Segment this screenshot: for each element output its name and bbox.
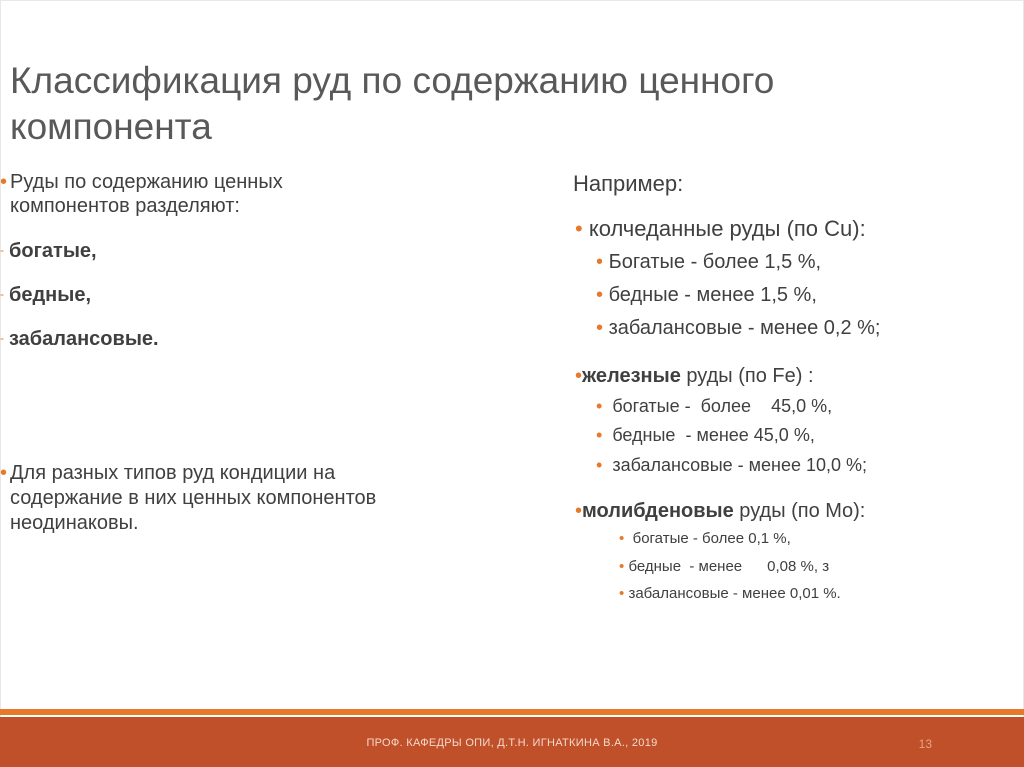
footer	[0, 717, 1024, 767]
bullet-icon: •	[596, 396, 603, 416]
group-copper-item	[596, 284, 817, 307]
note-line-3: неодинаковы.	[10, 512, 139, 534]
footer-accent-bar	[0, 709, 1024, 715]
bullet-icon: •	[596, 425, 603, 445]
dash-icon: -	[0, 243, 4, 257]
item-rich: богатые,	[9, 240, 97, 262]
bullet-icon: •	[596, 251, 604, 273]
group-molybdenum-item	[619, 530, 791, 547]
group-molybdenum-bold: молибденовые	[582, 500, 734, 522]
group-iron-bold: железные	[582, 365, 681, 387]
item-text: бедные - менее 1,5 %,	[608, 284, 817, 306]
group-copper-title: колчеданные руды (по Cu):	[588, 216, 866, 241]
slide-title: Классификация руд по содержанию ценного компонента	[10, 60, 775, 147]
item-text: богатые - более 0,1 %,	[628, 530, 791, 547]
group-copper-item	[596, 251, 821, 274]
item-text: бедные - менее 0,08 %, з	[628, 558, 830, 575]
note-line-2: содержание в них ценных компонентов	[10, 487, 377, 509]
bullet-icon: •	[619, 558, 625, 575]
group-copper-heading	[575, 216, 866, 242]
bullet-icon: •	[575, 500, 583, 522]
intro-line-2: компонентов разделяют:	[10, 195, 240, 217]
intro-line-1: Руды по содержанию ценных	[10, 171, 283, 193]
dash-icon: -	[0, 287, 4, 301]
group-molybdenum-item	[619, 585, 841, 602]
bullet-icon: •	[0, 462, 8, 484]
item-text: забалансовые - менее 0,2 %;	[608, 317, 881, 339]
page-number: 13	[918, 737, 932, 751]
dash-icon: -	[0, 331, 4, 345]
bullet-icon: •	[575, 365, 583, 387]
item-poor: бедные,	[9, 284, 92, 306]
bullet-icon: •	[619, 530, 625, 547]
item-offbalance: забалансовые.	[9, 328, 159, 350]
group-molybdenum-title: руды (по Mo):	[733, 500, 866, 522]
item-text: забалансовые - менее 10,0 %;	[612, 455, 868, 475]
item-text: забалансовые - менее 0,01 %.	[628, 585, 841, 602]
item-text: бедные - менее 45,0 %,	[612, 425, 815, 445]
note-line-1: Для разных типов руд кондиции на	[10, 462, 336, 484]
bullet-icon: •	[596, 284, 604, 306]
group-iron-item	[596, 455, 867, 476]
example-label: Например:	[573, 171, 684, 196]
group-iron-heading	[575, 365, 814, 388]
item-text: Богатые - более 1,5 %,	[608, 251, 822, 273]
bullet-icon: •	[596, 317, 604, 339]
group-iron-item	[596, 396, 832, 417]
group-iron-title: руды (по Fe) :	[680, 365, 814, 387]
footer-text: ПРОФ. КАФЕДРЫ ОПИ, Д.Т.Н. ИГНАТКИНА В.А., 2019	[366, 737, 658, 749]
bullet-icon: •	[575, 216, 583, 241]
group-copper-item	[596, 317, 881, 340]
group-iron-item	[596, 425, 815, 446]
group-molybdenum-item	[619, 558, 829, 575]
bullet-icon: •	[619, 585, 625, 602]
bullet-icon: •	[0, 171, 8, 193]
bullet-icon: •	[596, 455, 603, 475]
item-text: богатые - более 45,0 %,	[612, 396, 833, 416]
group-molybdenum-heading	[575, 500, 865, 523]
